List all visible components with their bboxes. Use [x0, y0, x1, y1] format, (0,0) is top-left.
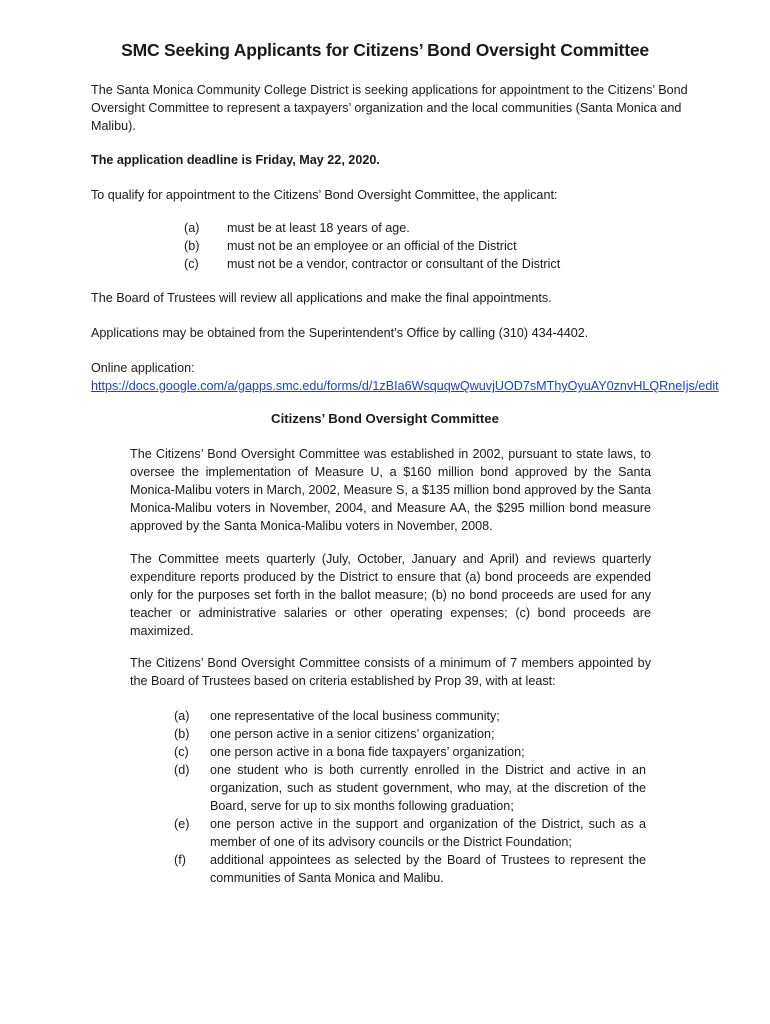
list-item-letter: (d) [174, 763, 190, 777]
list-item-text: additional appointees as selected by the Board of Trustees to represent the communities of Santa Monica and Malibu. [210, 853, 646, 885]
list-item [174, 851, 646, 887]
list-item-text: one person active in the support and organization of the District, such as a member of one of its advisory councils or the District Foundation; [210, 817, 646, 849]
list-item [184, 237, 560, 255]
list-item-text: one representative of the local business community; [210, 709, 500, 723]
list-item [184, 219, 560, 237]
list-item-letter: (b) [174, 727, 190, 741]
intro-paragraph: The Santa Monica Community College District is seeking applications for appointment to the Citizens’ Bond Oversight Committee to represent a taxpayers’ organization and the local communities (Santa Monica and Malibu). [91, 83, 688, 133]
committee-history-paragraph: The Citizens’ Bond Oversight Committee was established in 2002, pursuant to state laws, to oversee the implementation of Measure U, a $160 million bond approved by the Santa Monica-Malibu voters in March, 2002, Measure S, a $135 million bond approved by the Santa Monica-Malibu voters in November, 2004, and Measure AA, the $295 million bond measure approved by the Santa Monica-Malibu voters in November, 2008. [130, 447, 651, 533]
online-application [91, 359, 719, 395]
applications-info-paragraph: Applications may be obtained from the Superintendent’s Office by calling (310) 434-4402. [91, 326, 589, 340]
committee-heading: Citizens’ Bond Oversight Committee [271, 411, 499, 426]
list-item [174, 707, 646, 725]
online-application-link[interactable]: https://docs.google.com/a/gapps.smc.edu/forms/d/1zBIa6WsquqwQwuvjUOD7sMThyOyuAY0znvHLQRneIjs/edit [91, 379, 719, 393]
list-item [174, 815, 646, 851]
list-item-text: one person active in a bona fide taxpayers’ organization; [210, 745, 525, 759]
deadline-notice: The application deadline is Friday, May 22, 2020. [91, 153, 380, 167]
list-item [184, 255, 560, 273]
board-review-paragraph: The Board of Trustees will review all applications and make the final appointments. [91, 291, 552, 305]
list-item-text: one person active in a senior citizens’ organization; [210, 727, 495, 741]
committee-meetings-paragraph: The Committee meets quarterly (July, October, January and April) and reviews quarterly expenditure reports produced by the District to ensure that (a) bond proceeds are expended only for the purposes set forth in the ballot measure; (b) no bond proceeds are used for any teacher or administrative salaries or other operating expenses; (c) bond proceeds are maximized. [130, 552, 651, 638]
list-item-letter: (f) [174, 853, 186, 867]
list-item [174, 725, 646, 743]
list-item [174, 761, 646, 815]
list-item-letter: (b) [184, 239, 200, 253]
list-item-letter: (c) [184, 257, 199, 271]
list-item-letter: (c) [174, 745, 189, 759]
list-item-text: one student who is both currently enrolled in the District and active in an organization, such as student government, who may, at the discretion of the Board, serve for up to six months following graduation; [210, 763, 646, 813]
list-item-letter: (a) [174, 709, 190, 723]
list-item-letter: (a) [184, 221, 200, 235]
page-title: SMC Seeking Applicants for Citizens’ Bond Oversight Committee [121, 40, 649, 60]
list-item-text: must be at least 18 years of age. [227, 221, 410, 235]
committee-composition-paragraph: The Citizens’ Bond Oversight Committee consists of a minimum of 7 members appointed by the Board of Trustees based on criteria established by Prop 39, with at least: [130, 656, 651, 688]
qualification-list [184, 219, 560, 273]
online-application-label: Online application: [91, 361, 195, 375]
list-item-text: must not be a vendor, contractor or consultant of the District [227, 257, 561, 271]
list-item-text: must not be an employee or an official of the District [227, 239, 517, 253]
list-item-letter: (e) [174, 817, 190, 831]
list-item [174, 743, 646, 761]
qualify-intro: To qualify for appointment to the Citizens’ Bond Oversight Committee, the applicant: [91, 188, 558, 202]
criteria-list [174, 707, 646, 887]
